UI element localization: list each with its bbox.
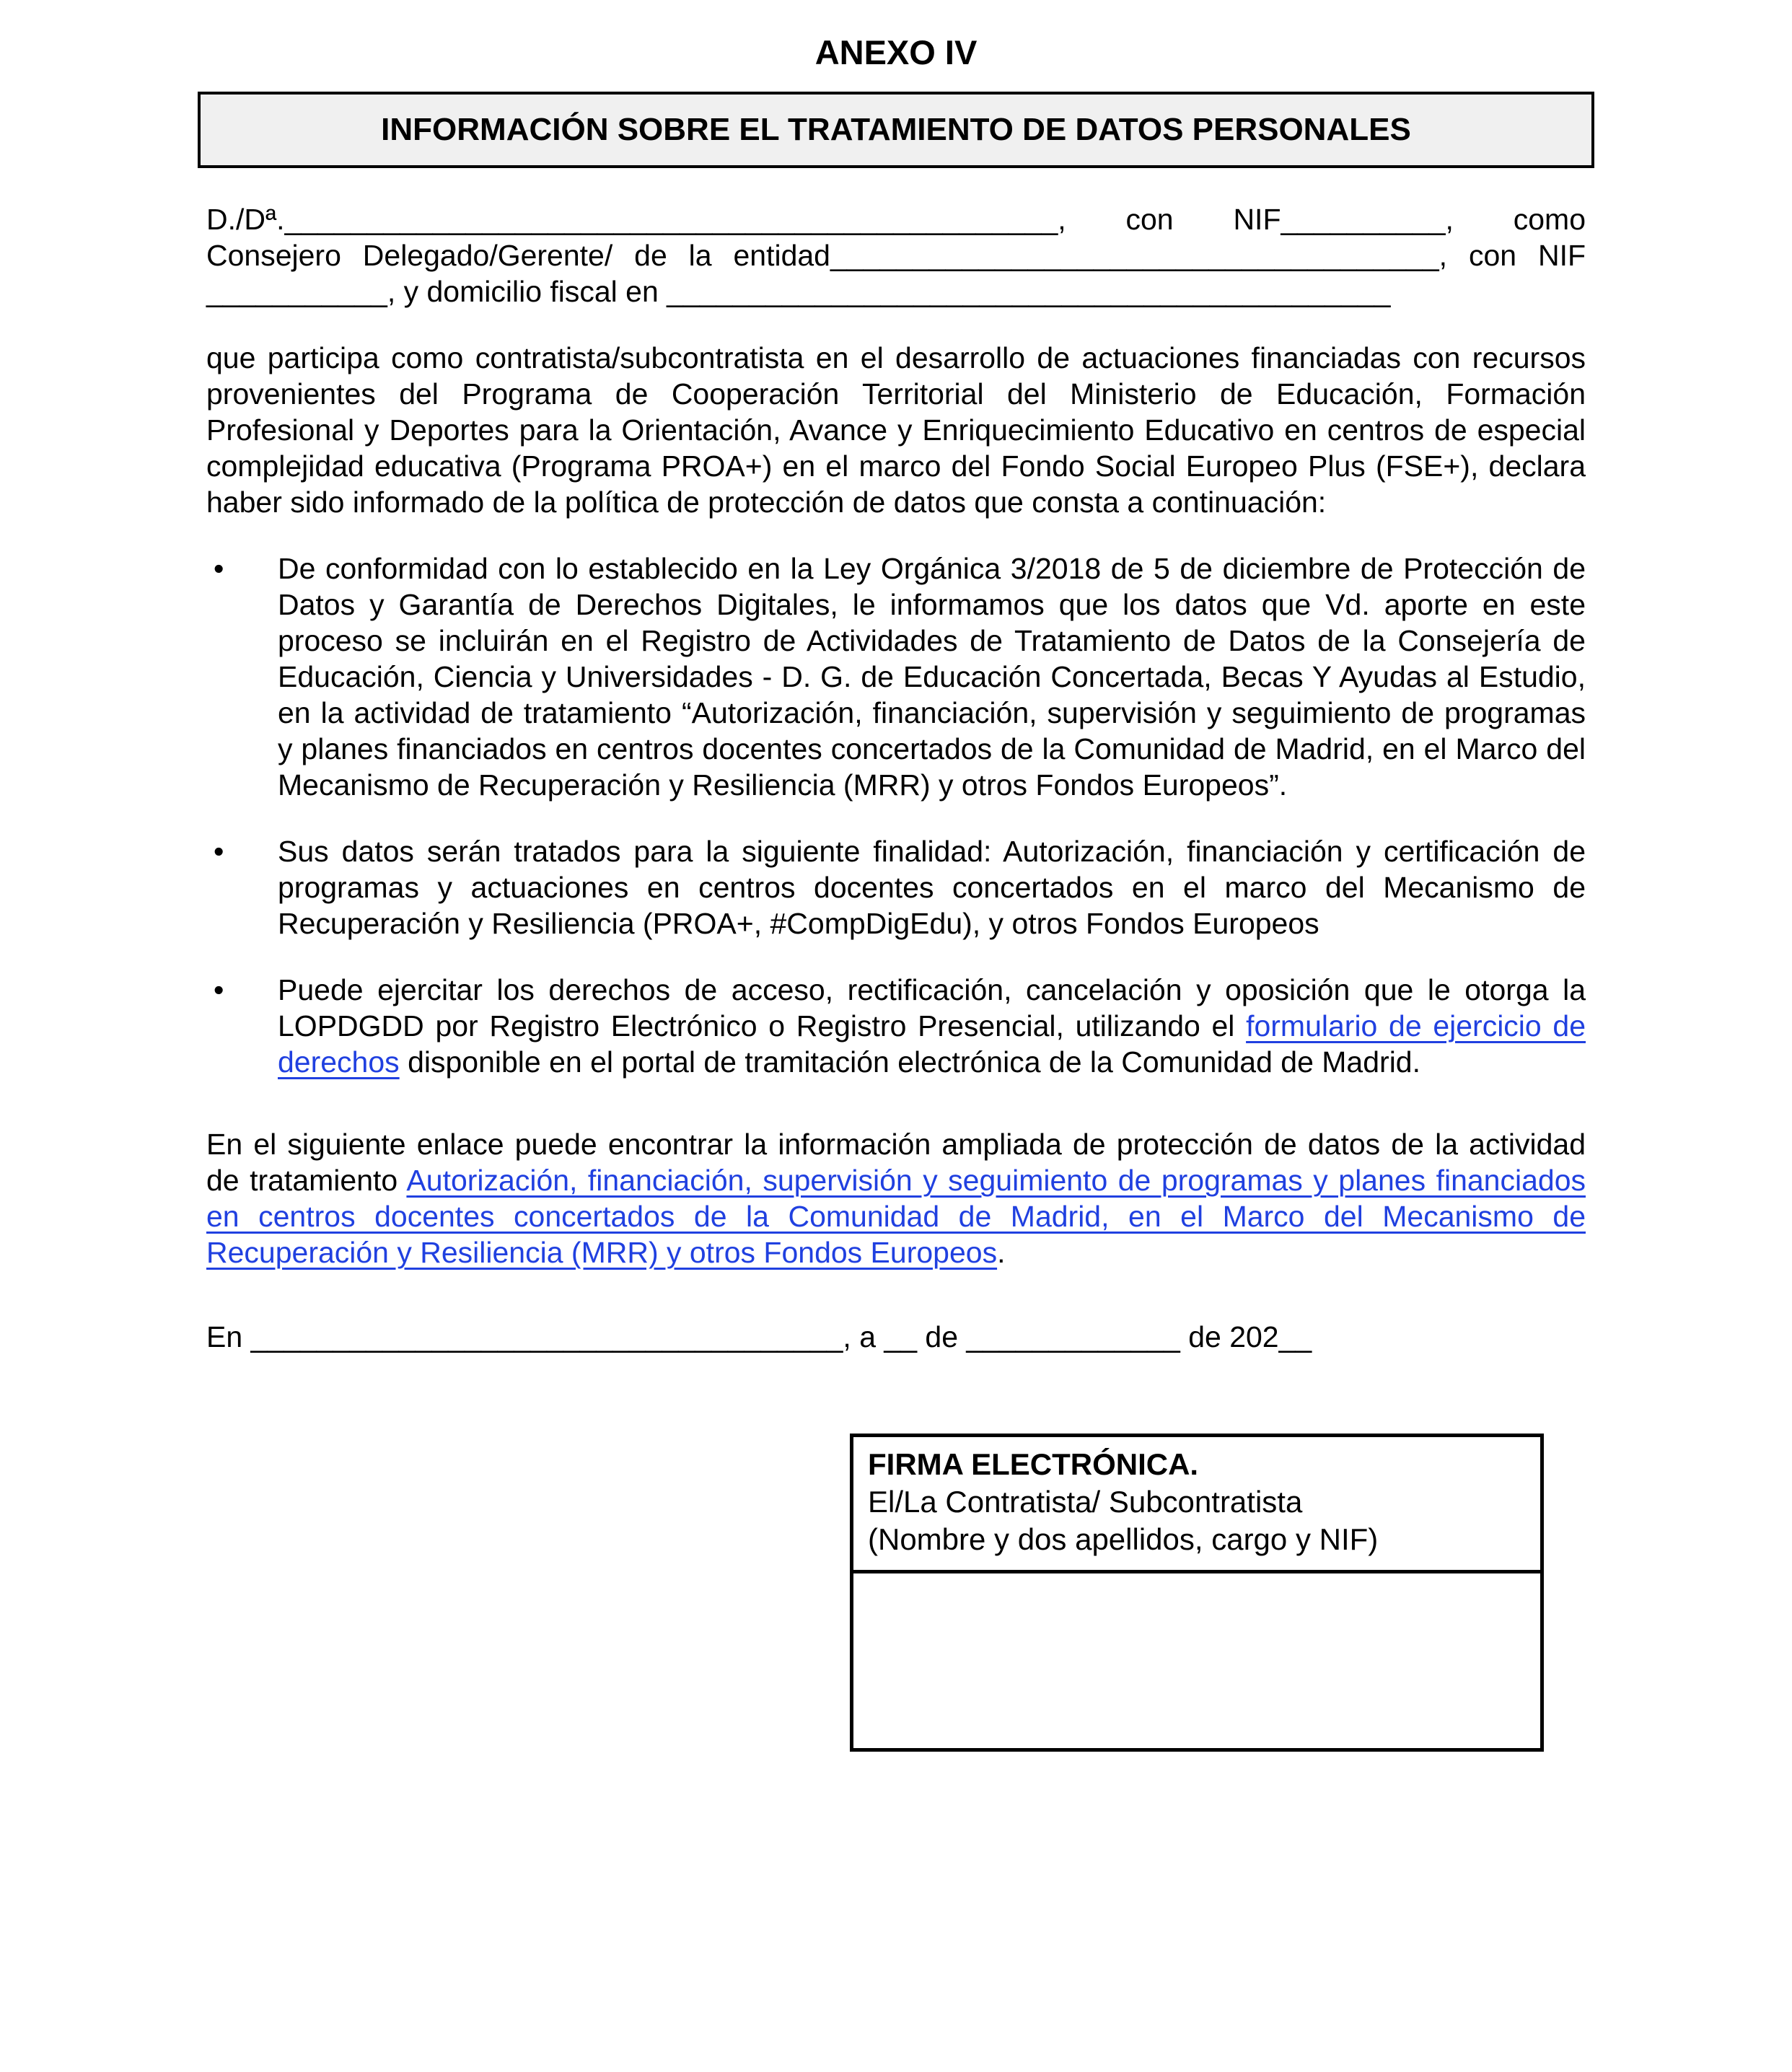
more-info-text-post: . bbox=[997, 1236, 1006, 1269]
intro-paragraph bbox=[206, 201, 1586, 310]
bullet-icon: • bbox=[214, 973, 224, 1006]
section-heading-box bbox=[198, 92, 1594, 168]
page-title: ANEXO IV bbox=[814, 33, 978, 71]
intro-line-1: D./Dª._______________________________________________, con NIF__________, como bbox=[206, 203, 1586, 236]
bullet-text-purpose: Sus datos serán tratados para la siguiente finalidad: Autorización, financiación y certificación de programas y actuaciones en centros docentes concertados en el marco del Mecanismo de Recuperación y Resiliencia (PROA+, #CompDigEdu), y otros Fondos Europeos bbox=[278, 835, 1586, 940]
bullet-icon: • bbox=[214, 552, 224, 585]
signature-title: FIRMA ELECTRÓNICA. bbox=[868, 1447, 1199, 1481]
signature-box bbox=[850, 1434, 1544, 1752]
bullet-text-registry: De conformidad con lo establecido en la Ley Orgánica 3/2018 de 5 de diciembre de Protección de Datos y Garantía de Derechos Digitales, le informamos que los datos que Vd. aporte en este proceso se incluirán en el Registro de Actividades de Tratamiento de Datos de la Consejería de Educación, Ciencia y Universidades - D. G. de Educación Concertada, Becas Y Ayudas al Estudio, en la actividad de tratamiento “Autorización, financiación, supervisión y seguimiento de programas y planes financiados en centros docentes concertados de la Comunidad de Madrid, en el Marco del Mecanismo de Recuperación y Resiliencia (MRR) y otros Fondos Europeos”. bbox=[278, 552, 1586, 802]
date-place-line: En ____________________________________, a __ de _____________ de 202__ bbox=[206, 1320, 1312, 1353]
section-heading: INFORMACIÓN SOBRE EL TRATAMIENTO DE DATOS PERSONALES bbox=[381, 112, 1411, 147]
list-item-rights bbox=[206, 972, 1586, 1080]
list-item-registry bbox=[206, 550, 1586, 803]
more-info-text-pre: En el siguiente enlace puede encontrar la información ampliada de protección de datos de la actividad de tratamiento bbox=[206, 1128, 1586, 1197]
signature-area bbox=[853, 1573, 1540, 1748]
declaration-paragraph: que participa como contratista/subcontratista en el desarrollo de actuaciones financiadas con recursos provenientes del Programa de Cooperación Territorial del Ministerio de Educación, Formación Profesional y Deportes para la Orientación, Avance y Enriquecimiento Educativo en centros de especial complejidad educativa (Programa PROA+) en el marco del Fondo Social Europeo Plus (FSE+), declara haber sido informado de la política de protección de datos que consta a continuación: bbox=[206, 341, 1586, 519]
list-item-purpose bbox=[206, 833, 1586, 941]
bullet-text-rights bbox=[278, 972, 1586, 1080]
extended-privacy-info-link[interactable]: Autorización, financiación, supervisión y seguimiento de programas y planes financiados en centros docentes concertados de la Comunidad de Madrid, en el Marco del Mecanismo de Recuperación y Resiliencia (MRR) y otros Fondos Europeos bbox=[206, 1164, 1586, 1269]
bullet-icon: • bbox=[214, 835, 224, 868]
privacy-bullet-list bbox=[206, 550, 1586, 1080]
intro-line-2: Consejero Delegado/Gerente/ de la entidad_____________________________________, con NIF bbox=[206, 239, 1586, 272]
signature-note: (Nombre y dos apellidos, cargo y NIF) bbox=[868, 1522, 1379, 1556]
intro-line-3: ___________, y domicilio fiscal en ____________________________________________ bbox=[206, 275, 1391, 308]
more-info-paragraph bbox=[206, 1126, 1586, 1270]
signature-box-header bbox=[853, 1437, 1540, 1573]
bullet-text-rights-post: disponible en el portal de tramitación electrónica de la Comunidad de Madrid. bbox=[399, 1045, 1420, 1079]
rights-form-link[interactable]: formulario de ejercicio de derechos bbox=[278, 1009, 1586, 1079]
bullet-text-rights-pre: Puede ejercitar los derechos de acceso, rectificación, cancelación y oposición que le otorga la LOPDGDD por Registro Electrónico o Registro Presencial, utilizando el bbox=[278, 973, 1586, 1042]
signature-subtitle: El/La Contratista/ Subcontratista bbox=[868, 1485, 1303, 1519]
